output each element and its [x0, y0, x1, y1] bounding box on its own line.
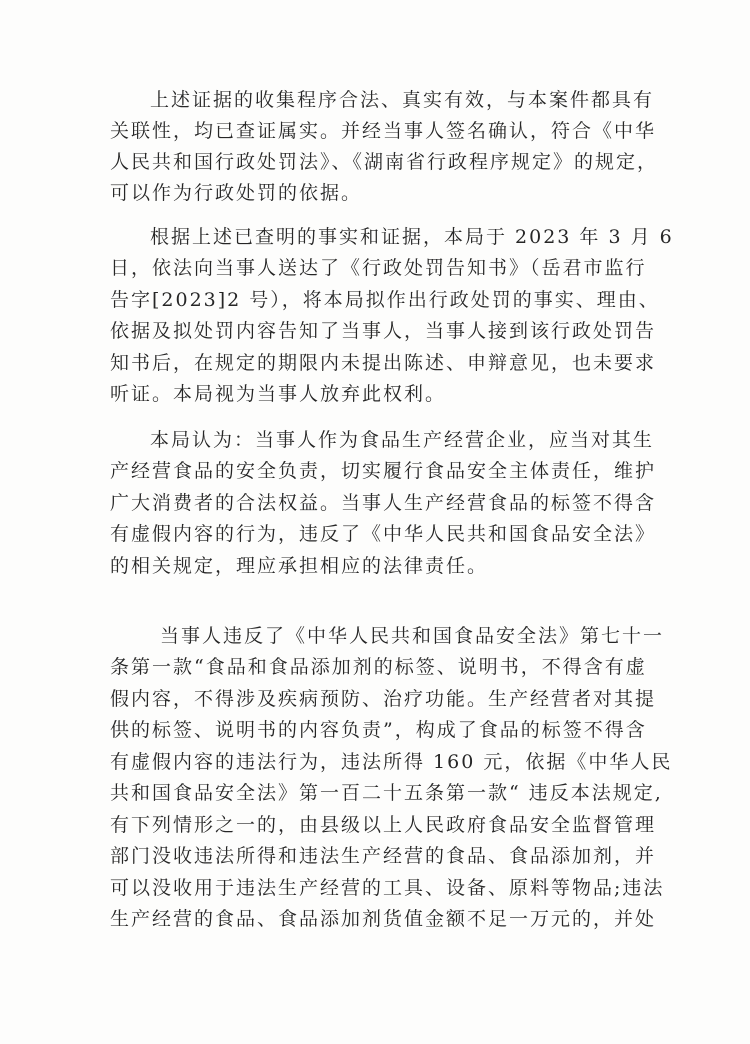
text-line: 本局认为：当事人作为食品生产经营企业，应当对其生: [150, 429, 655, 451]
text-line: 假内容，不得涉及疾病预防、治疗功能。生产经营者对其提: [110, 688, 657, 710]
text-line: 条第一款“食品和食品添加剂的标签、说明书，不得含有虚: [110, 656, 647, 678]
text-line: 日，依法向当事人送达了《行政处罚告知书》（岳君市监行: [110, 257, 647, 279]
text-line: 告字[2023]2 号），将本局拟作出行政处罚的事实、理由、: [110, 289, 660, 311]
text-line: 供的标签、说明书的内容负责”，构成了食品的标签不得含: [110, 719, 647, 741]
text-line: 听证。本局视为当事人放弃此权利。: [110, 383, 447, 405]
text-line: 可以没收用于违法生产经营的工具、设备、原料等物品;违法: [110, 877, 665, 899]
text-line: 生产经营的食品、食品添加剂货值金额不足一万元的，并处: [110, 908, 657, 930]
text-line: 依据及拟处罚内容告知了当事人，当事人接到该行政处罚告: [110, 320, 657, 342]
text-line: 关联性，均已查证属实。并经当事人签名确认，符合《中华: [110, 120, 657, 142]
text-line: 当事人违反了《中华人民共和国食品安全法》第七十一: [160, 625, 665, 647]
text-line: 根据上述已查明的事实和证据，本局于 2023 年 3 月 6: [150, 226, 674, 248]
text-line: 共和国食品安全法》第一百二十五条第一款“ 违反本法规定,: [110, 782, 663, 804]
text-line: 部门没收违法所得和违法生产经营的食品、食品添加剂，并: [110, 845, 657, 867]
text-line: 有虚假内容的行为，违反了《中华人民共和国食品安全法》: [110, 523, 657, 545]
text-line: 广大消费者的合法权益。当事人生产经营食品的标签不得含: [110, 492, 657, 514]
text-line: 知书后，在规定的期限内未提出陈述、申辩意见，也未要求: [110, 352, 657, 374]
text-line: 产经营食品的安全负责，切实履行食品安全主体责任，维护: [110, 460, 657, 482]
text-line: 有下列情形之一的，由县级以上人民政府食品安全监督管理: [110, 814, 657, 836]
text-line: 的相关规定，理应承担相应的法律责任。: [110, 555, 489, 577]
text-line: 上述证据的收集程序合法、真实有效，与本案件都具有: [150, 89, 655, 111]
text-line: 有虚假内容的违法行为，违法所得 160 元，依据《中华人民: [110, 751, 673, 773]
text-line: 可以作为行政处罚的依据。: [110, 182, 363, 204]
text-line: 人民共和国行政处罚法》、《湖南省行政程序规定》的规定，: [110, 151, 659, 173]
